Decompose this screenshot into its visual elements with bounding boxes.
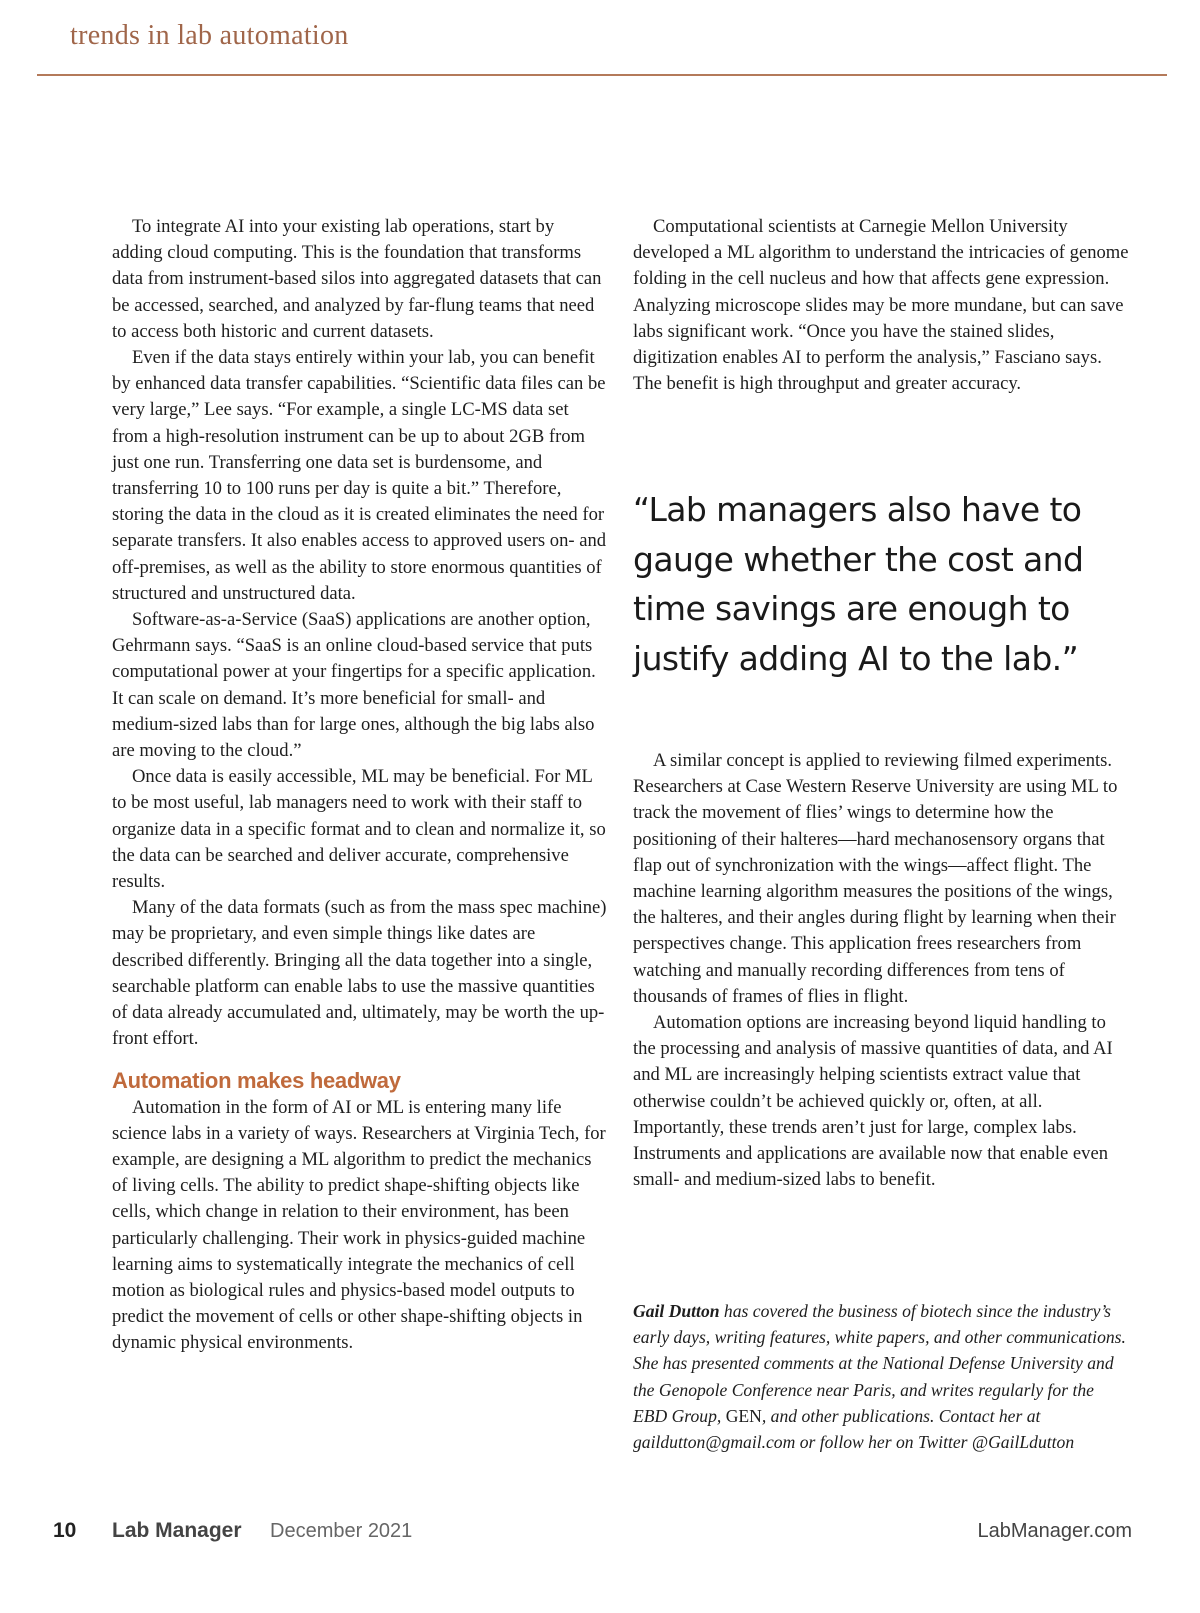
paragraph: Once data is easily accessible, ML may be beneficial. For ML to be most useful, lab managers need to work with their staff to organize data in a specific format and to clean and normalize it, so the data can be searched and deliver accurate, comprehensive results. (112, 766, 606, 893)
running-head: trends in lab automation (70, 20, 349, 51)
paragraph: Computational scientists at Carnegie Mellon University developed a ML algorithm to understand the intricacies of genome folding in the cell nucleus and how that affects gene expression. Analyzing microscope slides may be more mundane, but can save labs significant work. “Once you have the stained slides, digitization enables AI to perform the analysis,” Fasciano says. The benefit is high throughput and greater accuracy. (633, 216, 1129, 395)
section-subhead: Automation makes headway (112, 1067, 401, 1093)
left-column (112, 214, 609, 1357)
issue-date: December 2021 (270, 1520, 413, 1542)
header-divider (37, 74, 1167, 76)
author-name: Gail Dutton (633, 1301, 720, 1321)
bio-text: , and other publications. Contact her at gaildutton@gmail.com or follow her on Twitter @GailLdutton (633, 1405, 1075, 1453)
magazine-name: Lab Manager (112, 1519, 242, 1542)
paragraph: A similar concept is applied to reviewing filmed experiments. Researchers at Case Western Reserve University are using ML to track the movement of flies’ wings to determine how the positioning of their halteres—hard mechanosensory organs that flap out of synchronization with the wings—affect flight. The machine learning algorithm measures the positions of the wings, the halteres, and their angles during flight by learning when their perspectives change. This application frees researchers from watching and manually recording differences from tens of thousands of frames of flies in flight. (633, 750, 1118, 1007)
right-column-bottom (633, 748, 1133, 1193)
paragraph: Many of the data formats (such as from the mass spec machine) may be proprietary, and even simple things like dates are described differently. Bringing all the data together into a single, searchable platform can enable labs to use the massive quantities of data already accumulated and, ultimately, may be worth the up-front effort. (112, 897, 607, 1050)
author-bio (633, 1298, 1128, 1455)
paragraph: Automation options are increasing beyond liquid handling to the processing and analysis of massive quantities of data, and AI and ML are increasingly helping scientists extract value that otherwise couldn’t be achieved quickly or, often, at all. Importantly, these trends aren’t just for large, complex labs. Instruments and applications are available now that enable even small- and medium-sized labs to benefit. (633, 1012, 1113, 1191)
pull-quote: “Lab managers also have to gauge whether the cost and time savings are enough to justify adding AI to the lab.” (633, 490, 1084, 678)
right-column-top (633, 214, 1133, 397)
paragraph: Software-as-a-Service (SaaS) applications are another option, Gehrmann says. “SaaS is an online cloud-based service that puts computational power at your fingertips for a specific application. It can scale on demand. It’s more beneficial for small- and medium-sized labs than for large ones, although the big labs also are moving to the cloud.” (112, 609, 596, 762)
paragraph: To integrate AI into your existing lab operations, start by adding cloud computing. This is the foundation that transforms data from instrument-based silos into aggregated datasets that can be accessed, searched, and analyzed by far-flung teams that need to access both historic and current datasets. (112, 216, 602, 342)
page-number: 10 (53, 1519, 77, 1542)
bio-text: has covered the business of biotech since the industry’s early days, writing features, white papers, and other communications. She has presented comments at the National Defense University and the Genopole Conference near Paris, and writes regularly for the EBD Group, (633, 1301, 1126, 1426)
bio-publication: GEN (725, 1405, 762, 1426)
paragraph: Even if the data stays entirely within your lab, you can benefit by enhanced data transfer capabilities. “Scientific data files can be very large,” Lee says. “For example, a single LC-MS data set from a high-resolution instrument can be up to about 2GB from just one run. Transferring one data set is burdensome, and transferring 10 to 100 runs per day is quite a bit.” Therefore, storing the data in the cloud as it is created eliminates the need for separate transfers. It also enables access to approved users on- and off-premises, as well as the ability to store enormous quantities of structured and unstructured data. (112, 347, 607, 604)
website-link[interactable]: LabManager.com (977, 1520, 1132, 1542)
paragraph: Automation in the form of AI or ML is entering many life science labs in a variety of ways. Researchers at Virginia Tech, for example, are designing a ML algorithm to predict the mechanics of living cells. The ability to predict shape-shifting objects like cells, which change in relation to their environment, has been particularly challenging. Their work in physics-guided machine learning aims to systematically integrate the mechanics of cell motion as biological rules and physics-based model outputs to predict the movement of cells or other shape-shifting objects in dynamic physical environments. (112, 1096, 606, 1354)
